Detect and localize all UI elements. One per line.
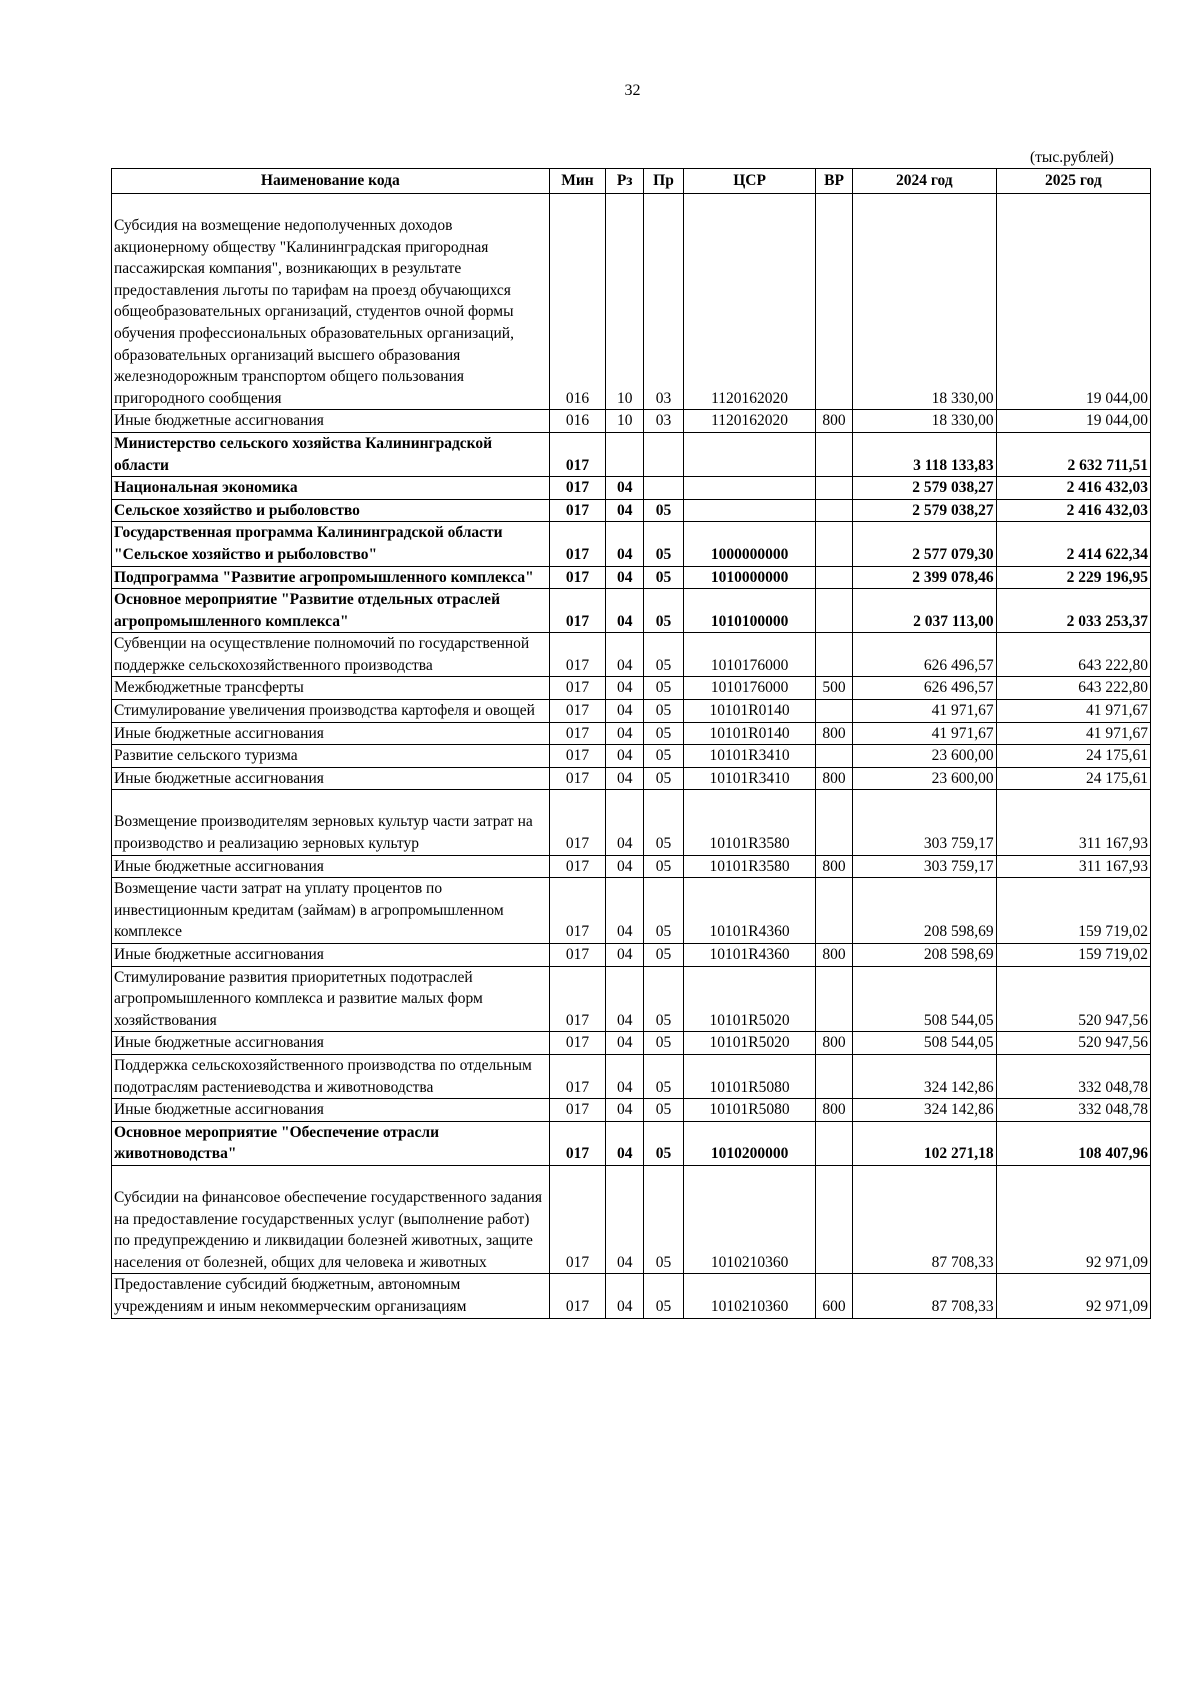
row-name: Иные бюджетные ассигнования (112, 722, 550, 745)
row-vr (816, 1165, 853, 1273)
header-rz: Рз (606, 169, 644, 194)
row-vr (816, 966, 853, 1032)
header-2025: 2025 год (996, 169, 1150, 194)
table-row (112, 677, 1151, 700)
table-row (112, 1099, 1151, 1122)
row-vr (816, 1121, 853, 1165)
row-name: Субсидия на возмещение недополученных доходов акционерному обществу "Калининградская пригородная пассажирская компания", возникающих в результате предоставления льготы по тарифам на проезд обучающихся общеобразовательных организаций, студентов очной формы обучения профессиональных образовательных организаций, образовательных организаций высшего образования железнодорожным транспортом общего пользования пригородного сообщения (112, 194, 550, 410)
row-pr: 05 (644, 522, 684, 566)
row-name: Возмещение производителям зерновых культур части затрат на производство и реализацию зерновых культур (112, 790, 550, 855)
row-csr: 1010210360 (683, 1165, 815, 1273)
row-name: Субвенции на осуществление полномочий по государственной поддержке сельскохозяйственного производства (112, 633, 550, 677)
row-min: 017 (549, 522, 606, 566)
row-pr: 05 (644, 499, 684, 522)
page-number: 32 (624, 82, 641, 99)
row-csr: 1010176000 (683, 633, 815, 677)
row-rz: 04 (606, 522, 644, 566)
row-rz: 04 (606, 700, 644, 723)
row-vr: 800 (816, 855, 853, 878)
row-2024: 208 598,69 (852, 944, 996, 967)
row-name: Подпрограмма "Развитие агропромышленного комплекса" (112, 566, 550, 589)
row-pr: 05 (644, 633, 684, 677)
table-row (112, 767, 1151, 790)
row-pr: 05 (644, 944, 684, 967)
row-2025: 41 971,67 (996, 700, 1150, 723)
row-csr: 1010100000 (683, 589, 815, 633)
row-rz: 10 (606, 410, 644, 433)
row-min: 016 (549, 194, 606, 410)
row-2024: 626 496,57 (852, 633, 996, 677)
row-2025: 520 947,56 (996, 1032, 1150, 1055)
row-vr: 800 (816, 1032, 853, 1055)
row-vr (816, 194, 853, 410)
row-vr (816, 1054, 853, 1098)
row-2024: 508 544,05 (852, 966, 996, 1032)
table-row (112, 1032, 1151, 1055)
row-pr: 03 (644, 410, 684, 433)
row-min: 017 (549, 790, 606, 855)
row-vr (816, 499, 853, 522)
row-rz: 04 (606, 633, 644, 677)
table-row (112, 855, 1151, 878)
row-2025: 159 719,02 (996, 944, 1150, 967)
row-pr: 05 (644, 589, 684, 633)
row-vr (816, 522, 853, 566)
budget-table (111, 168, 1151, 1319)
table-body (112, 194, 1151, 1319)
header-name: Наименование кода (112, 169, 550, 194)
row-2025: 24 175,61 (996, 767, 1150, 790)
table-row (112, 499, 1151, 522)
table-row (112, 566, 1151, 589)
row-2024: 18 330,00 (852, 410, 996, 433)
row-2025: 108 407,96 (996, 1121, 1150, 1165)
units-note: (тыс.рублей) (1030, 149, 1114, 166)
row-2024: 23 600,00 (852, 767, 996, 790)
row-2024: 324 142,86 (852, 1054, 996, 1098)
row-min: 017 (549, 1032, 606, 1055)
row-rz: 04 (606, 677, 644, 700)
row-name: Иные бюджетные ассигнования (112, 767, 550, 790)
row-name: Предоставление субсидий бюджетным, автономным учреждениям и иным некоммерческим организациям (112, 1274, 550, 1318)
row-name: Иные бюджетные ассигнования (112, 855, 550, 878)
row-csr: 10101R4360 (683, 944, 815, 967)
row-min: 017 (549, 477, 606, 500)
row-vr (816, 700, 853, 723)
row-pr: 05 (644, 790, 684, 855)
row-min: 017 (549, 767, 606, 790)
row-2024: 303 759,17 (852, 855, 996, 878)
row-2025: 643 222,80 (996, 633, 1150, 677)
row-vr (816, 566, 853, 589)
row-min: 017 (549, 1099, 606, 1122)
row-pr: 05 (644, 1121, 684, 1165)
row-2024: 508 544,05 (852, 1032, 996, 1055)
row-2024: 41 971,67 (852, 722, 996, 745)
row-min: 017 (549, 566, 606, 589)
row-rz: 04 (606, 745, 644, 768)
row-min: 017 (549, 432, 606, 476)
row-2025: 332 048,78 (996, 1099, 1150, 1122)
row-2025: 2 033 253,37 (996, 589, 1150, 633)
row-2025: 332 048,78 (996, 1054, 1150, 1098)
row-rz: 04 (606, 1165, 644, 1273)
row-min: 017 (549, 966, 606, 1032)
table-row (112, 1121, 1151, 1165)
row-2024: 2 399 078,46 (852, 566, 996, 589)
row-csr: 1000000000 (683, 522, 815, 566)
row-rz: 04 (606, 1121, 644, 1165)
row-min: 017 (549, 745, 606, 768)
table-row (112, 1054, 1151, 1098)
row-vr (816, 432, 853, 476)
row-csr: 10101R4360 (683, 878, 815, 944)
row-rz: 04 (606, 1274, 644, 1318)
row-name: Стимулирование увеличения производства картофеля и овощей (112, 700, 550, 723)
row-csr: 1120162020 (683, 194, 815, 410)
row-name: Основное мероприятие "Обеспечение отрасли животноводства" (112, 1121, 550, 1165)
row-csr: 1010176000 (683, 677, 815, 700)
row-rz: 04 (606, 1032, 644, 1055)
table-row (112, 1274, 1151, 1318)
row-name: Иные бюджетные ассигнования (112, 1099, 550, 1122)
row-2025: 24 175,61 (996, 745, 1150, 768)
row-csr: 1010200000 (683, 1121, 815, 1165)
row-rz: 04 (606, 1099, 644, 1122)
row-pr: 05 (644, 1099, 684, 1122)
table-row (112, 633, 1151, 677)
row-2024: 2 577 079,30 (852, 522, 996, 566)
row-csr: 10101R5080 (683, 1099, 815, 1122)
row-pr (644, 432, 684, 476)
row-min: 017 (549, 878, 606, 944)
row-pr: 05 (644, 767, 684, 790)
row-csr: 1010210360 (683, 1274, 815, 1318)
table-row (112, 194, 1151, 410)
row-2024: 303 759,17 (852, 790, 996, 855)
row-pr: 05 (644, 878, 684, 944)
row-csr: 10101R3410 (683, 767, 815, 790)
row-min: 016 (549, 410, 606, 433)
row-vr: 500 (816, 677, 853, 700)
row-2025: 19 044,00 (996, 410, 1150, 433)
row-2024: 2 579 038,27 (852, 477, 996, 500)
row-2025: 2 416 432,03 (996, 499, 1150, 522)
row-csr: 10101R3410 (683, 745, 815, 768)
table-row (112, 790, 1151, 855)
row-2025: 520 947,56 (996, 966, 1150, 1032)
row-name: Субсидии на финансовое обеспечение государственного задания на предоставление государственных услуг (выполнение работ) по предупреждению и ликвидации болезней животных, защите населения от болезней, общих для человека и животных (112, 1165, 550, 1273)
row-name: Национальная экономика (112, 477, 550, 500)
row-rz: 04 (606, 1054, 644, 1098)
row-pr: 05 (644, 855, 684, 878)
row-min: 017 (549, 1274, 606, 1318)
row-2025: 159 719,02 (996, 878, 1150, 944)
row-name: Сельское хозяйство и рыболовство (112, 499, 550, 522)
row-2024: 2 579 038,27 (852, 499, 996, 522)
row-vr: 600 (816, 1274, 853, 1318)
table-row (112, 522, 1151, 566)
row-name: Межбюджетные трансферты (112, 677, 550, 700)
row-vr: 800 (816, 722, 853, 745)
row-2024: 87 708,33 (852, 1274, 996, 1318)
row-2025: 92 971,09 (996, 1165, 1150, 1273)
row-name: Основное мероприятие "Развитие отдельных отраслей агропромышленного комплекса" (112, 589, 550, 633)
row-2024: 2 037 113,00 (852, 589, 996, 633)
row-rz: 04 (606, 722, 644, 745)
row-rz: 04 (606, 878, 644, 944)
row-csr: 10101R5080 (683, 1054, 815, 1098)
row-2025: 2 632 711,51 (996, 432, 1150, 476)
table-row (112, 700, 1151, 723)
row-pr: 05 (644, 700, 684, 723)
row-name: Стимулирование развития приоритетных подотраслей агропромышленного комплекса и развитие малых форм хозяйствования (112, 966, 550, 1032)
header-csr: ЦСР (683, 169, 815, 194)
row-min: 017 (549, 589, 606, 633)
row-pr: 05 (644, 1032, 684, 1055)
row-pr: 03 (644, 194, 684, 410)
row-min: 017 (549, 722, 606, 745)
row-vr: 800 (816, 767, 853, 790)
table-row (112, 745, 1151, 768)
row-pr: 05 (644, 1274, 684, 1318)
row-vr (816, 633, 853, 677)
row-vr (816, 790, 853, 855)
row-vr: 800 (816, 1099, 853, 1122)
row-vr: 800 (816, 944, 853, 967)
row-name: Иные бюджетные ассигнования (112, 410, 550, 433)
row-min: 017 (549, 499, 606, 522)
row-rz: 04 (606, 855, 644, 878)
row-min: 017 (549, 1165, 606, 1273)
row-2025: 41 971,67 (996, 722, 1150, 745)
row-csr (683, 499, 815, 522)
table-row (112, 589, 1151, 633)
row-rz: 04 (606, 944, 644, 967)
row-2025: 2 229 196,95 (996, 566, 1150, 589)
table-row (112, 944, 1151, 967)
row-min: 017 (549, 1054, 606, 1098)
row-csr (683, 477, 815, 500)
row-min: 017 (549, 944, 606, 967)
row-pr (644, 477, 684, 500)
header-vr: ВР (816, 169, 853, 194)
row-2024: 324 142,86 (852, 1099, 996, 1122)
row-csr: 10101R0140 (683, 722, 815, 745)
row-2024: 87 708,33 (852, 1165, 996, 1273)
row-pr: 05 (644, 677, 684, 700)
row-vr (816, 589, 853, 633)
row-csr (683, 432, 815, 476)
row-2025: 2 416 432,03 (996, 477, 1150, 500)
row-2025: 311 167,93 (996, 790, 1150, 855)
row-pr: 05 (644, 722, 684, 745)
row-rz (606, 432, 644, 476)
row-pr: 05 (644, 1165, 684, 1273)
row-rz: 04 (606, 477, 644, 500)
row-2025: 643 222,80 (996, 677, 1150, 700)
row-name: Поддержка сельскохозяйственного производства по отдельным подотраслям растениеводства и животноводства (112, 1054, 550, 1098)
table-row (112, 432, 1151, 476)
row-csr: 1010000000 (683, 566, 815, 589)
row-csr: 10101R5020 (683, 1032, 815, 1055)
row-2024: 3 118 133,83 (852, 432, 996, 476)
row-name: Возмещение части затрат на уплату процентов по инвестиционным кредитам (займам) в агропромышленном комплексе (112, 878, 550, 944)
row-min: 017 (549, 855, 606, 878)
table-row (112, 410, 1151, 433)
row-csr: 10101R5020 (683, 966, 815, 1032)
row-vr (816, 477, 853, 500)
row-min: 017 (549, 677, 606, 700)
header-2024: 2024 год (852, 169, 996, 194)
row-rz: 04 (606, 790, 644, 855)
table-header-row (112, 169, 1151, 194)
row-name: Иные бюджетные ассигнования (112, 944, 550, 967)
row-rz: 04 (606, 767, 644, 790)
row-min: 017 (549, 1121, 606, 1165)
row-2025: 311 167,93 (996, 855, 1150, 878)
row-rz: 04 (606, 966, 644, 1032)
row-pr: 05 (644, 566, 684, 589)
row-name: Министерство сельского хозяйства Калининградской области (112, 432, 550, 476)
row-rz: 10 (606, 194, 644, 410)
row-2024: 18 330,00 (852, 194, 996, 410)
row-name: Государственная программа Калининградской области "Сельское хозяйство и рыболовство" (112, 522, 550, 566)
header-pr: Пр (644, 169, 684, 194)
row-2024: 208 598,69 (852, 878, 996, 944)
row-csr: 10101R0140 (683, 700, 815, 723)
row-pr: 05 (644, 745, 684, 768)
row-rz: 04 (606, 589, 644, 633)
row-2024: 626 496,57 (852, 677, 996, 700)
row-2025: 19 044,00 (996, 194, 1150, 410)
table-row (112, 966, 1151, 1032)
row-name: Иные бюджетные ассигнования (112, 1032, 550, 1055)
table-row (112, 477, 1151, 500)
row-name: Развитие сельского туризма (112, 745, 550, 768)
row-vr (816, 878, 853, 944)
row-2024: 41 971,67 (852, 700, 996, 723)
row-2025: 2 414 622,34 (996, 522, 1150, 566)
row-2024: 23 600,00 (852, 745, 996, 768)
row-min: 017 (549, 633, 606, 677)
row-csr: 10101R3580 (683, 790, 815, 855)
header-min: Мин (549, 169, 606, 194)
row-pr: 05 (644, 966, 684, 1032)
row-csr: 1120162020 (683, 410, 815, 433)
row-rz: 04 (606, 566, 644, 589)
row-vr (816, 745, 853, 768)
row-min: 017 (549, 700, 606, 723)
row-csr: 10101R3580 (683, 855, 815, 878)
row-pr: 05 (644, 1054, 684, 1098)
row-2024: 102 271,18 (852, 1121, 996, 1165)
table-row (112, 1165, 1151, 1273)
row-rz: 04 (606, 499, 644, 522)
table-row (112, 878, 1151, 944)
row-2025: 92 971,09 (996, 1274, 1150, 1318)
table-row (112, 722, 1151, 745)
row-vr: 800 (816, 410, 853, 433)
